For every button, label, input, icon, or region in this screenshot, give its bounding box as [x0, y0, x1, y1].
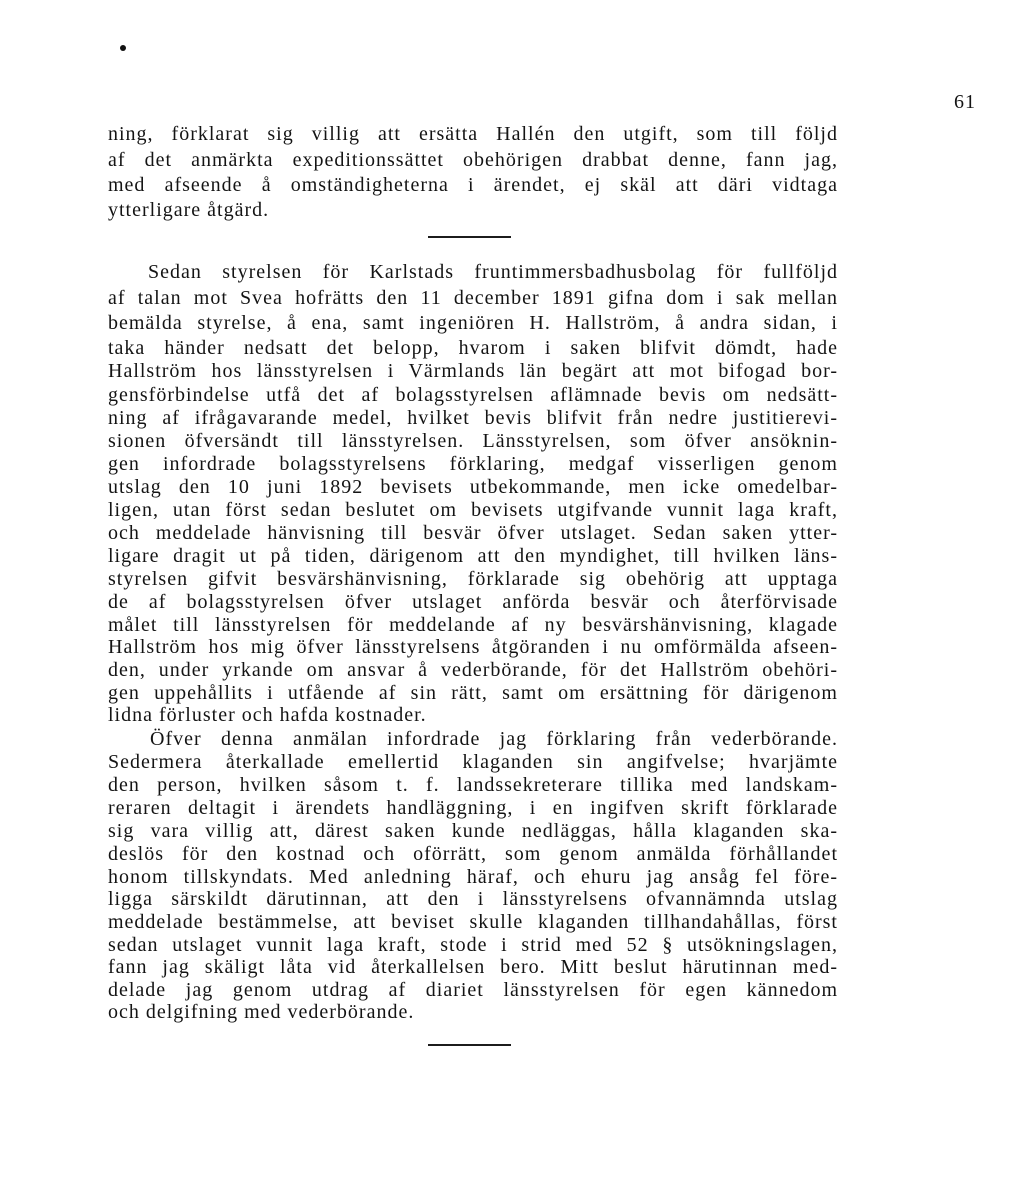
- text-line: delade jag genom utdrag af diariet länsstyrelsen för egen kännedom: [108, 979, 838, 1001]
- text-line: sig vara villig att, därest saken kunde nedläggas, hålla klaganden ska-: [108, 820, 838, 842]
- text-line: lidna förluster och hafda kostnader.: [108, 704, 427, 726]
- text-line: de af bolagsstyrelsen öfver utslaget anförda besvär och återförvisade: [108, 591, 838, 613]
- text-line: Sedan styrelsen för Karlstads fruntimmersbadhusbolag för fullföljd: [148, 261, 838, 283]
- text-line: taka händer nedsatt det belopp, hvarom i saken blifvit dömdt, hade: [108, 337, 838, 359]
- text-line: deslös för den kostnad och oförrätt, som genom anmälda förhållandet: [108, 843, 838, 865]
- text-line: styrelsen gifvit besvärshänvisning, förklarade sig obehörig att upptaga: [108, 568, 838, 590]
- text-line: ligare dragit ut på tiden, därigenom att den myndighet, till hvilken läns-: [108, 545, 838, 567]
- text-line: sedan utslaget vunnit laga kraft, stode i strid med 52 § utsökningslagen,: [108, 934, 838, 956]
- text-line: gen uppehållits i utfående af sin rätt, samt om ersättning för därigenom: [108, 682, 838, 704]
- text-line: och delgifning med vederbörande.: [108, 1001, 415, 1023]
- text-line: Hallström hos länsstyrelsen i Värmlands län begärt att mot bifogad bor-: [108, 360, 838, 382]
- text-line: reraren deltagit i ärendets handläggning, i en ingifven skrift förklarade: [108, 797, 838, 819]
- text-line: och meddelade hänvisning till besvär öfver utslaget. Sedan saken ytter-: [108, 522, 838, 544]
- text-line: af det anmärkta expeditionssättet obehörigen drabbat denne, fann jag,: [108, 149, 838, 171]
- text-line: meddelade bestämmelse, att beviset skulle klaganden tillhandahållas, först: [108, 911, 838, 933]
- scan-dot: [120, 45, 126, 51]
- text-line: ning, förklarat sig villig att ersätta Hallén den utgift, som till följd: [108, 123, 838, 145]
- text-line: bemälda styrelse, å ena, samt ingeniören H. Hallström, å andra sidan, i: [108, 312, 838, 334]
- text-line: Sedermera återkallade emellertid klaganden sin angifvelse; hvarjämte: [108, 751, 838, 773]
- section-divider: [428, 236, 511, 238]
- text-line: Öfver denna anmälan infordrade jag förklaring från vederbörande.: [150, 728, 838, 750]
- text-line: utslag den 10 juni 1892 bevisets utbekommande, men icke omedelbar-: [108, 476, 838, 498]
- text-line: Hallström hos mig öfver länsstyrelsens åtgöranden i nu omförmälda afseen-: [108, 636, 838, 658]
- text-line: fann jag skäligt låta vid återkallelsen bero. Mitt beslut härutinnan med-: [108, 956, 838, 978]
- text-line: ligen, utan först sedan beslutet om bevisets utgifvande vunnit laga kraft,: [108, 499, 838, 521]
- text-line: ligga särskildt därutinnan, att den i länsstyrelsens ofvannämnda utslag: [108, 888, 838, 910]
- section-divider: [428, 1044, 511, 1046]
- text-line: gensförbindelse utfå det af bolagsstyrelsen aflämnade bevis om nedsätt-: [108, 384, 838, 406]
- text-line: af talan mot Svea hofrätts den 11 december 1891 gifna dom i sak mellan: [108, 287, 838, 309]
- page-number: 61: [954, 91, 976, 113]
- text-line: målet till länsstyrelsen för meddelande af ny besvärshänvisning, klagade: [108, 614, 838, 636]
- text-line: ytterligare åtgärd.: [108, 199, 270, 221]
- text-line: den, under yrkande om ansvar å vederbörande, för det Hallström obehöri-: [108, 659, 838, 681]
- text-line: ning af ifrågavarande medel, hvilket bevis blifvit från nedre justitierevi-: [108, 407, 838, 429]
- text-line: gen infordrade bolagsstyrelsens förklaring, medgaf visserligen genom: [108, 453, 838, 475]
- text-line: sionen öfversändt till länsstyrelsen. Länsstyrelsen, som öfver ansöknin-: [108, 430, 838, 452]
- text-line: med afseende å omständigheterna i ärendet, ej skäl att däri vidtaga: [108, 174, 838, 196]
- text-line: honom tillskyndats. Med anledning häraf, och ehuru jag ansåg fel före-: [108, 866, 838, 888]
- text-line: den person, hvilken såsom t. f. landssekreterare tillika med landskam-: [108, 774, 838, 796]
